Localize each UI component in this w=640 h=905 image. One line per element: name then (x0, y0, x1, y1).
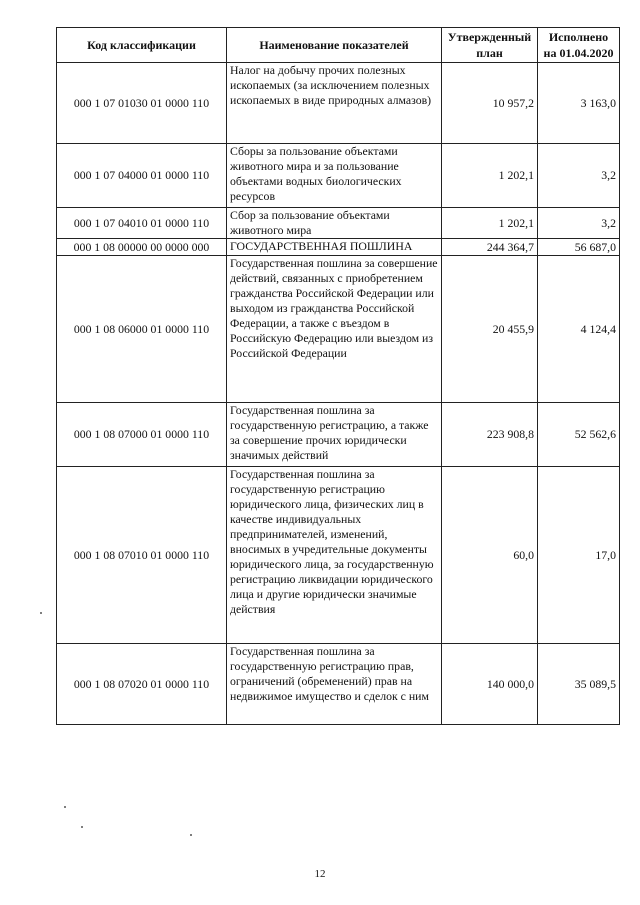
table-row (57, 63, 620, 144)
table-row (57, 403, 620, 467)
row-name: Сборы за пользование объектами животного мира и за пользование объектами водных биологических ресурсов (227, 144, 442, 208)
row-name: Налог на добычу прочих полезных ископаемых (за исключением полезных ископаемых в виде природных алмазов) (227, 63, 442, 144)
row-code: 000 1 08 00000 00 0000 000 (57, 239, 227, 256)
row-executed: 3 163,0 (538, 63, 620, 144)
table-row (57, 644, 620, 725)
row-plan: 244 364,7 (442, 239, 538, 256)
row-name: Государственная пошлина за совершение действий, связанных с приобретением гражданства Российской Федерации или выходом из гражданства Российской Федерации, а также с въездом в Российскую Федерацию или выездом из Российской Федерации (227, 256, 442, 403)
row-code: 000 1 08 06000 01 0000 110 (57, 256, 227, 403)
scan-speck (40, 612, 42, 614)
row-executed: 3,2 (538, 144, 620, 208)
row-code: 000 1 08 07000 01 0000 110 (57, 403, 227, 467)
table-row (57, 467, 620, 644)
table-row (57, 144, 620, 208)
row-code: 000 1 08 07020 01 0000 110 (57, 644, 227, 725)
row-name: ГОСУДАРСТВЕННАЯ ПОШЛИНА (227, 239, 442, 256)
header-code: Код классификации (57, 28, 227, 63)
header-plan: Утвержденный план (442, 28, 538, 63)
row-executed: 3,2 (538, 208, 620, 239)
row-plan: 223 908,8 (442, 403, 538, 467)
header-executed: Исполнено на 01.04.2020 (538, 28, 620, 63)
scan-speck (81, 826, 83, 828)
header-row (57, 28, 620, 63)
table-row (57, 208, 620, 239)
row-executed: 56 687,0 (538, 239, 620, 256)
row-code: 000 1 08 07010 01 0000 110 (57, 467, 227, 644)
page-number: 12 (314, 868, 326, 880)
row-plan: 60,0 (442, 467, 538, 644)
row-code: 000 1 07 01030 01 0000 110 (57, 63, 227, 144)
row-name: Государственная пошлина за государственную регистрацию прав, ограничений (обременений) прав на недвижимое имущество и сделок с ним (227, 644, 442, 725)
row-executed: 52 562,6 (538, 403, 620, 467)
scan-speck (190, 834, 192, 836)
row-executed: 17,0 (538, 467, 620, 644)
row-executed: 35 089,5 (538, 644, 620, 725)
row-plan: 1 202,1 (442, 144, 538, 208)
row-name: Сбор за пользование объектами животного мира (227, 208, 442, 239)
row-code: 000 1 07 04010 01 0000 110 (57, 208, 227, 239)
row-code: 000 1 07 04000 01 0000 110 (57, 144, 227, 208)
table-row (57, 239, 620, 256)
scan-speck (64, 806, 66, 808)
row-plan: 140 000,0 (442, 644, 538, 725)
row-executed: 4 124,4 (538, 256, 620, 403)
row-name: Государственная пошлина за государственную регистрацию, а также за совершение прочих юридически значимых действий (227, 403, 442, 467)
row-plan: 1 202,1 (442, 208, 538, 239)
table-row (57, 256, 620, 403)
row-plan: 10 957,2 (442, 63, 538, 144)
row-plan: 20 455,9 (442, 256, 538, 403)
row-name: Государственная пошлина за государственную регистрацию юридического лица, физических лиц в качестве индивидуальных предпринимателей, изменений, вносимых в учредительные документы юридического лица, за государственную регистрацию ликвидации юридического лица и другие юридически значимые действия (227, 467, 442, 644)
budget-table (56, 27, 620, 725)
header-name: Наименование показателей (227, 28, 442, 63)
